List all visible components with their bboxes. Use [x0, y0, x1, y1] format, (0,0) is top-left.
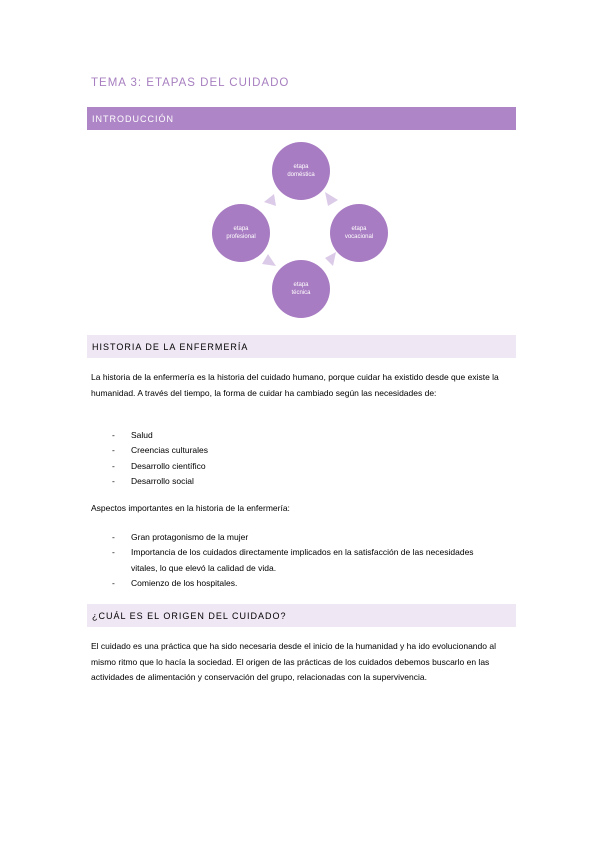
cycle-diagram: [200, 140, 400, 320]
stage-label-line2: doméstica: [287, 172, 315, 178]
section-heading-label: HISTORIA DE LA ENFERMERÍA: [92, 341, 249, 352]
stage-label-line1: etapa: [351, 226, 367, 232]
stage-label-line1: etapa: [293, 282, 309, 288]
stage-label-line2: vocacional: [344, 234, 374, 240]
aspects-list: [112, 530, 482, 591]
needs-list: [112, 428, 208, 489]
aspects-intro: Aspectos importantes en la historia de la enfermería:: [91, 503, 290, 513]
arrow-icon: [262, 254, 276, 266]
section-heading-label: ¿CUÁL ES EL ORIGEN DEL CUIDADO?: [92, 610, 287, 621]
list-item: - Salud: [112, 428, 208, 443]
section-heading-origen: [87, 604, 516, 627]
list-item: - Creencias culturales: [112, 443, 208, 458]
stage-label-line1: etapa: [233, 226, 249, 232]
stage-label-line2: profesional: [226, 234, 256, 240]
list-item: - Desarrollo social: [112, 474, 208, 489]
section-heading-label: INTRODUCCIÓN: [92, 113, 174, 124]
cycle-arrows: [200, 140, 400, 320]
arrow-icon: [325, 252, 336, 266]
stage-label-line1: etapa: [293, 164, 309, 170]
section-heading-introduccion: [87, 107, 516, 130]
list-item: - Comienzo de los hospitales.: [112, 576, 482, 591]
origin-paragraph: El cuidado es una práctica que ha sido necesaria desde el inicio de la humanidad y ha ido evolucionando al mismo ritmo que lo hacía la sociedad. El origen de las prácticas de los cuidados debemos buscarlo en las actividades de alimentación y conservación del grupo, relacionadas con la supervivencia.: [91, 641, 496, 682]
history-paragraph: La historia de la enfermería es la historia del cuidado humano, porque cuidar ha existido desde que existe la humanidad. A través del tiempo, la forma de cuidar ha cambiado según las necesidades de:: [91, 372, 499, 398]
section-heading-historia: [87, 335, 516, 358]
list-item: - Gran protagonismo de la mujer: [112, 530, 482, 545]
document-title: TEMA 3: ETAPAS DEL CUIDADO: [91, 77, 290, 89]
list-item: - Importancia de los cuidados directamente implicados en la satisfacción de las necesidades vitales, lo que elevó la calidad de vida.: [112, 545, 482, 576]
stage-label-line2: técnica: [291, 290, 311, 296]
arrow-icon: [264, 194, 276, 206]
list-item: - Desarrollo científico: [112, 459, 208, 474]
arrow-icon: [325, 192, 338, 206]
